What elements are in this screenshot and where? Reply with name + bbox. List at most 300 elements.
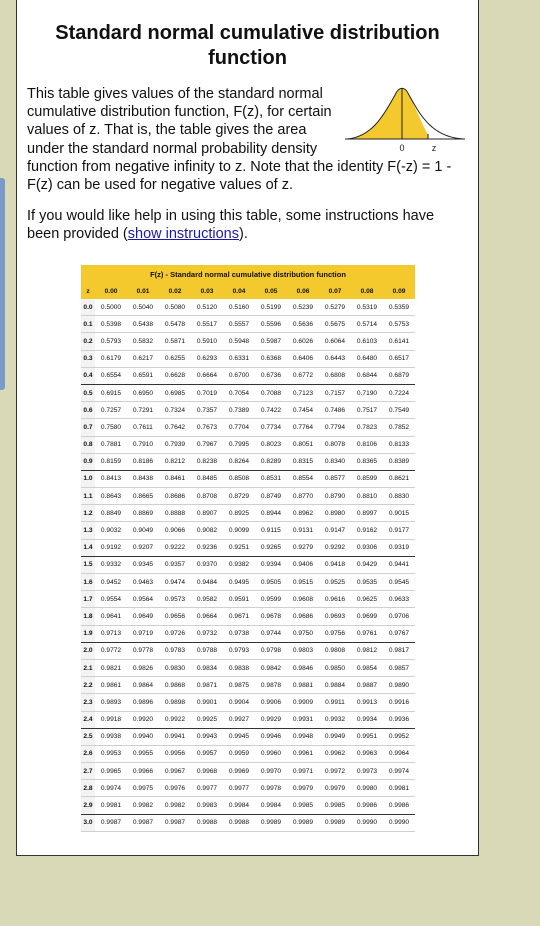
table-cell: 0.7389 <box>223 402 255 419</box>
table-cell: 0.9767 <box>383 625 415 642</box>
table-cell: 0.9988 <box>223 814 255 831</box>
table-cell: 0.9957 <box>191 745 223 762</box>
table-cell: 0.9941 <box>159 728 191 745</box>
table-cell: 0.9949 <box>319 728 351 745</box>
row-z-label: 2.9 <box>81 797 95 814</box>
table-cell: 0.9131 <box>287 522 319 539</box>
table-cell: 0.7157 <box>319 384 351 401</box>
table-row <box>81 608 415 625</box>
table-cell: 0.7881 <box>95 436 127 453</box>
table-cell: 0.6985 <box>159 384 191 401</box>
table-cell: 0.9960 <box>255 745 287 762</box>
table-cell: 0.9970 <box>255 763 287 780</box>
table-cell: 0.6103 <box>351 333 383 350</box>
table-cell: 0.9968 <box>191 763 223 780</box>
column-header: 0.03 <box>191 283 223 299</box>
table-cell: 0.9920 <box>127 711 159 728</box>
table-cell: 0.5080 <box>159 299 191 316</box>
table-cell: 0.6554 <box>95 367 127 384</box>
table-cell: 0.5000 <box>95 299 127 316</box>
table-cell: 0.9554 <box>95 591 127 608</box>
table-cell: 0.9726 <box>159 625 191 642</box>
table-cell: 0.6591 <box>127 367 159 384</box>
table-cell: 0.5596 <box>255 316 287 333</box>
row-z-label: 0.6 <box>81 402 95 419</box>
shaded-area <box>347 88 428 139</box>
table-cell: 0.6293 <box>191 350 223 367</box>
table-cell: 0.9495 <box>223 574 255 591</box>
table-cell: 0.8289 <box>255 453 287 470</box>
table-cell: 0.9964 <box>383 745 415 762</box>
table-cell: 0.9982 <box>159 797 191 814</box>
table-cell: 0.9884 <box>319 677 351 694</box>
table-cell: 0.5040 <box>127 299 159 316</box>
table-cell: 0.9878 <box>255 677 287 694</box>
column-header: 0.02 <box>159 283 191 299</box>
row-z-label: 2.0 <box>81 642 95 659</box>
table-cell: 0.9332 <box>95 556 127 573</box>
table-cell: 0.9906 <box>255 694 287 711</box>
table-row <box>81 694 415 711</box>
table-cell: 0.9306 <box>351 539 383 556</box>
table-cell: 0.9641 <box>95 608 127 625</box>
table-cell: 0.9956 <box>159 745 191 762</box>
table-cell: 0.9706 <box>383 608 415 625</box>
table-cell: 0.5753 <box>383 316 415 333</box>
table-cell: 0.9744 <box>255 625 287 642</box>
table-cell: 0.9927 <box>223 711 255 728</box>
row-z-label: 2.5 <box>81 728 95 745</box>
table-cell: 0.9826 <box>127 659 159 676</box>
table-cell: 0.9983 <box>191 797 223 814</box>
table-cell: 0.8729 <box>223 488 255 505</box>
table-cell: 0.7734 <box>255 419 287 436</box>
table-cell: 0.9015 <box>383 505 415 522</box>
table-cell: 0.9931 <box>287 711 319 728</box>
table-cell: 0.9938 <box>95 728 127 745</box>
table-row <box>81 745 415 762</box>
row-z-label: 1.2 <box>81 505 95 522</box>
table-cell: 0.7549 <box>383 402 415 419</box>
table-cell: 0.9812 <box>351 642 383 659</box>
table-cell: 0.9985 <box>287 797 319 814</box>
table-cell: 0.8438 <box>127 470 159 487</box>
row-z-label: 0.7 <box>81 419 95 436</box>
axis-label-z: z <box>431 143 437 153</box>
table-cell: 0.9838 <box>223 659 255 676</box>
table-cell: 0.6406 <box>287 350 319 367</box>
column-header: 0.04 <box>223 283 255 299</box>
table-cell: 0.9616 <box>319 591 351 608</box>
row-z-label: 2.3 <box>81 694 95 711</box>
table-cell: 0.8413 <box>95 470 127 487</box>
table-cell: 0.9901 <box>191 694 223 711</box>
table-cell: 0.9987 <box>95 814 127 831</box>
help-paragraph <box>27 207 469 243</box>
table-cell: 0.6700 <box>223 367 255 384</box>
table-cell: 0.9756 <box>319 625 351 642</box>
table-cell: 0.8508 <box>223 470 255 487</box>
table-cell: 0.9418 <box>319 556 351 573</box>
table-cell: 0.9904 <box>223 694 255 711</box>
table-row <box>81 814 415 831</box>
table-cell: 0.9750 <box>287 625 319 642</box>
row-z-label: 0.0 <box>81 299 95 316</box>
table-cell: 0.9452 <box>95 574 127 591</box>
table-cell: 0.8944 <box>255 505 287 522</box>
row-z-label: 1.3 <box>81 522 95 539</box>
table-row <box>81 574 415 591</box>
table-cell: 0.8749 <box>255 488 287 505</box>
side-panel-tab[interactable] <box>0 178 5 390</box>
table-cell: 0.9943 <box>191 728 223 745</box>
table-cell: 0.7967 <box>191 436 223 453</box>
row-z-label: 1.7 <box>81 591 95 608</box>
table-cell: 0.9875 <box>223 677 255 694</box>
table-cell: 0.9953 <box>95 745 127 762</box>
intro-paragraph <box>27 85 469 194</box>
table-cell: 0.9783 <box>159 642 191 659</box>
table-cell: 0.8051 <box>287 436 319 453</box>
table-cell: 0.9370 <box>191 556 223 573</box>
row-z-label: 1.0 <box>81 470 95 487</box>
table-cell: 0.5675 <box>319 316 351 333</box>
table-cell: 0.9699 <box>351 608 383 625</box>
table-cell: 0.8365 <box>351 453 383 470</box>
table-cell: 0.9887 <box>351 677 383 694</box>
table-cell: 0.9989 <box>319 814 351 831</box>
table-cell: 0.8389 <box>383 453 415 470</box>
show-instructions-link[interactable]: show instructions <box>127 226 239 243</box>
table-cell: 0.5239 <box>287 299 319 316</box>
table-cell: 0.9857 <box>383 659 415 676</box>
table-cell: 0.9986 <box>351 797 383 814</box>
table-cell: 0.5987 <box>255 333 287 350</box>
table-cell: 0.9222 <box>159 539 191 556</box>
table-cell: 0.6664 <box>191 367 223 384</box>
table-cell: 0.7794 <box>319 419 351 436</box>
table-cell: 0.7123 <box>287 384 319 401</box>
table-cell: 0.8708 <box>191 488 223 505</box>
table-cell: 0.9082 <box>191 522 223 539</box>
row-z-label: 2.6 <box>81 745 95 762</box>
table-cell: 0.9929 <box>255 711 287 728</box>
table-cell: 0.9678 <box>255 608 287 625</box>
table-cell: 0.9979 <box>287 780 319 797</box>
table-cell: 0.7642 <box>159 419 191 436</box>
table-cell: 0.6517 <box>383 350 415 367</box>
table-cell: 0.9977 <box>223 780 255 797</box>
table-cell: 0.8849 <box>95 505 127 522</box>
table-cell: 0.9066 <box>159 522 191 539</box>
table-cell: 0.9952 <box>383 728 415 745</box>
table-cell: 0.9808 <box>319 642 351 659</box>
z-table <box>81 265 415 832</box>
table-cell: 0.8577 <box>319 470 351 487</box>
table-cell: 0.8023 <box>255 436 287 453</box>
table-cell: 0.9719 <box>127 625 159 642</box>
table-cell: 0.8621 <box>383 470 415 487</box>
table-cell: 0.9932 <box>319 711 351 728</box>
table-cell: 0.9778 <box>127 642 159 659</box>
table-cell: 0.5438 <box>127 316 159 333</box>
table-cell: 0.9394 <box>255 556 287 573</box>
table-cell: 0.9505 <box>255 574 287 591</box>
table-cell: 0.7422 <box>255 402 287 419</box>
table-row <box>81 367 415 384</box>
row-z-label: 2.4 <box>81 711 95 728</box>
table-cell: 0.9985 <box>319 797 351 814</box>
help-text-before: If you would like help in using this table, some instructions have been provided ( <box>27 208 435 243</box>
table-cell: 0.9357 <box>159 556 191 573</box>
table-cell: 0.9429 <box>351 556 383 573</box>
table-cell: 0.8810 <box>351 488 383 505</box>
table-cell: 0.9909 <box>287 694 319 711</box>
axis-label-zero: 0 <box>399 143 405 153</box>
table-cell: 0.8643 <box>95 488 127 505</box>
row-z-label: 2.8 <box>81 780 95 797</box>
table-cell: 0.9961 <box>287 745 319 762</box>
table-cell: 0.7995 <box>223 436 255 453</box>
table-cell: 0.8980 <box>319 505 351 522</box>
table-cell: 0.7190 <box>351 384 383 401</box>
table-cell: 0.9192 <box>95 539 127 556</box>
table-cell: 0.8907 <box>191 505 223 522</box>
table-cell: 0.9896 <box>127 694 159 711</box>
table-cell: 0.9793 <box>223 642 255 659</box>
table-cell: 0.5910 <box>191 333 223 350</box>
table-cell: 0.8531 <box>255 470 287 487</box>
table-cell: 0.9236 <box>191 539 223 556</box>
table-cell: 0.9798 <box>255 642 287 659</box>
row-z-label: 0.4 <box>81 367 95 384</box>
table-cell: 0.9974 <box>383 763 415 780</box>
table-cell: 0.9934 <box>351 711 383 728</box>
table-cell: 0.5398 <box>95 316 127 333</box>
table-cell: 0.9162 <box>351 522 383 539</box>
table-cell: 0.9979 <box>319 780 351 797</box>
table-cell: 0.8869 <box>127 505 159 522</box>
table-cell: 0.9633 <box>383 591 415 608</box>
table-cell: 0.8888 <box>159 505 191 522</box>
table-cell: 0.9936 <box>383 711 415 728</box>
table-cell: 0.7611 <box>127 419 159 436</box>
table-cell: 0.9772 <box>95 642 127 659</box>
table-cell: 0.9545 <box>383 574 415 591</box>
table-cell: 0.9582 <box>191 591 223 608</box>
table-cell: 0.9656 <box>159 608 191 625</box>
table-cell: 0.9842 <box>255 659 287 676</box>
table-row <box>81 419 415 436</box>
row-z-label: 1.6 <box>81 574 95 591</box>
table-cell: 0.9573 <box>159 591 191 608</box>
table-row <box>81 780 415 797</box>
table-row <box>81 488 415 505</box>
table-cell: 0.9032 <box>95 522 127 539</box>
table-cell: 0.9962 <box>319 745 351 762</box>
table-cell: 0.9977 <box>191 780 223 797</box>
table-cell: 0.9959 <box>223 745 255 762</box>
table-cell: 0.5160 <box>223 299 255 316</box>
table-cell: 0.9846 <box>287 659 319 676</box>
table-row <box>81 453 415 470</box>
column-header: 0.05 <box>255 283 287 299</box>
table-cell: 0.9279 <box>287 539 319 556</box>
table-cell: 0.9864 <box>127 677 159 694</box>
table-row <box>81 350 415 367</box>
table-row <box>81 505 415 522</box>
table-cell: 0.9693 <box>319 608 351 625</box>
table-cell: 0.8770 <box>287 488 319 505</box>
table-cell: 0.9147 <box>319 522 351 539</box>
table-cell: 0.9382 <box>223 556 255 573</box>
table-row <box>81 711 415 728</box>
table-cell: 0.9978 <box>255 780 287 797</box>
table-cell: 0.9406 <box>287 556 319 573</box>
table-cell: 0.6443 <box>319 350 351 367</box>
table-cell: 0.9969 <box>223 763 255 780</box>
row-z-label: 0.8 <box>81 436 95 453</box>
table-cell: 0.9911 <box>319 694 351 711</box>
column-header: 0.08 <box>351 283 383 299</box>
table-cell: 0.7357 <box>191 402 223 419</box>
column-header-z: z <box>81 283 95 299</box>
table-cell: 0.7224 <box>383 384 415 401</box>
column-header: 0.00 <box>95 283 127 299</box>
table-cell: 0.7939 <box>159 436 191 453</box>
row-z-label: 0.1 <box>81 316 95 333</box>
table-cell: 0.8264 <box>223 453 255 470</box>
table-cell: 0.5120 <box>191 299 223 316</box>
table-cell: 0.9881 <box>287 677 319 694</box>
table-cell: 0.5871 <box>159 333 191 350</box>
table-cell: 0.9484 <box>191 574 223 591</box>
table-cell: 0.9871 <box>191 677 223 694</box>
table-cell: 0.9591 <box>223 591 255 608</box>
table-cell: 0.5517 <box>191 316 223 333</box>
table-cell: 0.9686 <box>287 608 319 625</box>
table-cell: 0.8962 <box>287 505 319 522</box>
table-cell: 0.5319 <box>351 299 383 316</box>
table-cell: 0.6736 <box>255 367 287 384</box>
table-cell: 0.6179 <box>95 350 127 367</box>
row-z-label: 1.8 <box>81 608 95 625</box>
table-cell: 0.9251 <box>223 539 255 556</box>
table-cell: 0.9177 <box>383 522 415 539</box>
table-cell: 0.9893 <box>95 694 127 711</box>
table-cell: 0.9049 <box>127 522 159 539</box>
table-cell: 0.8340 <box>319 453 351 470</box>
column-header: 0.07 <box>319 283 351 299</box>
table-cell: 0.5793 <box>95 333 127 350</box>
table-cell: 0.8238 <box>191 453 223 470</box>
table-cell: 0.9649 <box>127 608 159 625</box>
table-row <box>81 797 415 814</box>
table-cell: 0.9984 <box>255 797 287 814</box>
table-row <box>81 659 415 676</box>
table-cell: 0.7852 <box>383 419 415 436</box>
table-cell: 0.6217 <box>127 350 159 367</box>
table-cell: 0.6141 <box>383 333 415 350</box>
table-cell: 0.8599 <box>351 470 383 487</box>
table-cell: 0.9608 <box>287 591 319 608</box>
table-cell: 0.8461 <box>159 470 191 487</box>
table-cell: 0.9890 <box>383 677 415 694</box>
row-z-label: 0.3 <box>81 350 95 367</box>
table-cell: 0.9981 <box>383 780 415 797</box>
table-cell: 0.9965 <box>95 763 127 780</box>
row-z-label: 2.2 <box>81 677 95 694</box>
table-row <box>81 299 415 316</box>
row-z-label: 2.1 <box>81 659 95 676</box>
table-cell: 0.9861 <box>95 677 127 694</box>
table-cell: 0.9974 <box>95 780 127 797</box>
table-cell: 0.9988 <box>191 814 223 831</box>
table-cell: 0.6331 <box>223 350 255 367</box>
table-row <box>81 539 415 556</box>
table-cell: 0.7910 <box>127 436 159 453</box>
table-cell: 0.5714 <box>351 316 383 333</box>
table-cell: 0.9664 <box>191 608 223 625</box>
table-cell: 0.9980 <box>351 780 383 797</box>
table-cell: 0.9898 <box>159 694 191 711</box>
table-caption: F(z) - Standard normal cumulative distribution function <box>81 265 415 283</box>
table-cell: 0.7324 <box>159 402 191 419</box>
table-cell: 0.8554 <box>287 470 319 487</box>
table-cell: 0.9948 <box>287 728 319 745</box>
table-row <box>81 470 415 487</box>
table-cell: 0.7088 <box>255 384 287 401</box>
row-z-label: 1.5 <box>81 556 95 573</box>
table-cell: 0.9265 <box>255 539 287 556</box>
table-cell: 0.9922 <box>159 711 191 728</box>
table-row <box>81 728 415 745</box>
table-cell: 0.9564 <box>127 591 159 608</box>
table-cell: 0.8790 <box>319 488 351 505</box>
table-cell: 0.8133 <box>383 436 415 453</box>
row-z-label: 1.9 <box>81 625 95 642</box>
column-header: 0.06 <box>287 283 319 299</box>
table-cell: 0.6772 <box>287 367 319 384</box>
table-cell: 0.5359 <box>383 299 415 316</box>
table-cell: 0.6026 <box>287 333 319 350</box>
table-cell: 0.9463 <box>127 574 159 591</box>
table-cell: 0.9955 <box>127 745 159 762</box>
table-cell: 0.9990 <box>351 814 383 831</box>
table-cell: 0.9803 <box>287 642 319 659</box>
table-cell: 0.9525 <box>319 574 351 591</box>
table-cell: 0.9207 <box>127 539 159 556</box>
table-cell: 0.9830 <box>159 659 191 676</box>
table-cell: 0.5557 <box>223 316 255 333</box>
table-cell: 0.9115 <box>255 522 287 539</box>
row-z-label: 0.5 <box>81 384 95 401</box>
table-cell: 0.9474 <box>159 574 191 591</box>
table-cell: 0.7517 <box>351 402 383 419</box>
table-cell: 0.5478 <box>159 316 191 333</box>
table-cell: 0.9761 <box>351 625 383 642</box>
table-cell: 0.8186 <box>127 453 159 470</box>
table-cell: 0.6064 <box>319 333 351 350</box>
table-cell: 0.9535 <box>351 574 383 591</box>
table-cell: 0.9319 <box>383 539 415 556</box>
table-cell: 0.7257 <box>95 402 127 419</box>
table-cell: 0.9854 <box>351 659 383 676</box>
table-cell: 0.9834 <box>191 659 223 676</box>
table-cell: 0.9989 <box>287 814 319 831</box>
table-cell: 0.9925 <box>191 711 223 728</box>
table-row <box>81 556 415 573</box>
